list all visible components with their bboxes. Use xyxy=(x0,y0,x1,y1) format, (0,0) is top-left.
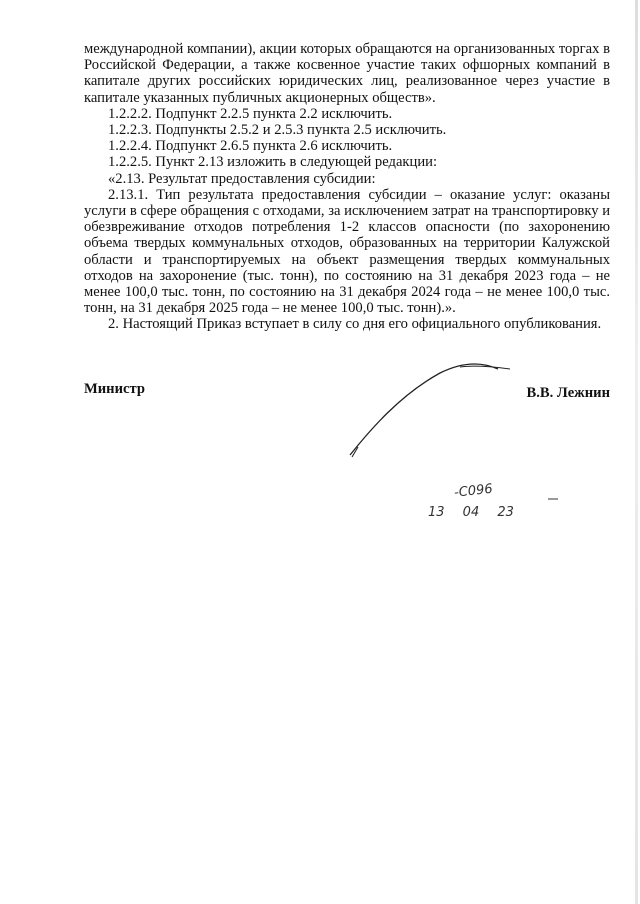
paragraph-2-13: «2.13. Результат предоставления субсидии: xyxy=(108,170,376,187)
handwritten-number: -С096 xyxy=(453,481,494,501)
scan-edge xyxy=(635,0,638,904)
signer-position: Министр xyxy=(84,381,145,397)
paragraph-1-2-2-4: 1.2.2.4. Подпункт 2.6.5 пункта 2.6 исключить. xyxy=(108,138,393,155)
handwritten-signature xyxy=(330,355,520,465)
paragraph-1-2-2-3: 1.2.2.3. Подпункты 2.5.2 и 2.5.3 пункта 2.5 исключить. xyxy=(108,122,447,139)
paragraph-1-2-2-5: 1.2.2.5. Пункт 2.13 изложить в следующей редакции: xyxy=(108,154,437,171)
paragraph-2: 2. Настоящий Приказ вступает в силу со дня его официального опубликования. xyxy=(108,316,602,333)
document-body xyxy=(84,41,610,333)
signer-name: В.В. Лежнин xyxy=(526,385,610,401)
paragraph-2-13-1: 2.13.1. Тип результата предоставления субсидии – оказание услуг: оказаны услуги в сфере обращения с отходами, за исключением затрат на транспортировку и обезвреживание отходов потребления 1-2 классов опасности (по захоронению объема твердых коммунальных отходов, образованных на территории Калужской области и транспортируемых на объект размещения твердых коммунальных отходов на захоронение (тыс. тонн), по состоянию на 31 декабря 2023 года – не менее 100,0 тыс. тонн, по состоянию на 31 декабря 2024 года – не менее 100,0 тыс. тонн, на 31 декабря 2025 года – не менее 100,0 тыс. тонн).». xyxy=(84,186,610,317)
paragraph-continuation: международной компании), акции которых обращаются на организованных торгах в Российской Федерации, а также косвенное участие таких офшорных компаний в капитале других российских юридических лиц, реализованное через участие в капитале указанных публичных акционерных обществ». xyxy=(84,41,610,106)
handwritten-date: 13 04 23 xyxy=(428,505,514,520)
paragraph-1-2-2-2: 1.2.2.2. Подпункт 2.2.5 пункта 2.2 исключить. xyxy=(108,105,393,122)
handwritten-registration-note xyxy=(420,478,570,523)
